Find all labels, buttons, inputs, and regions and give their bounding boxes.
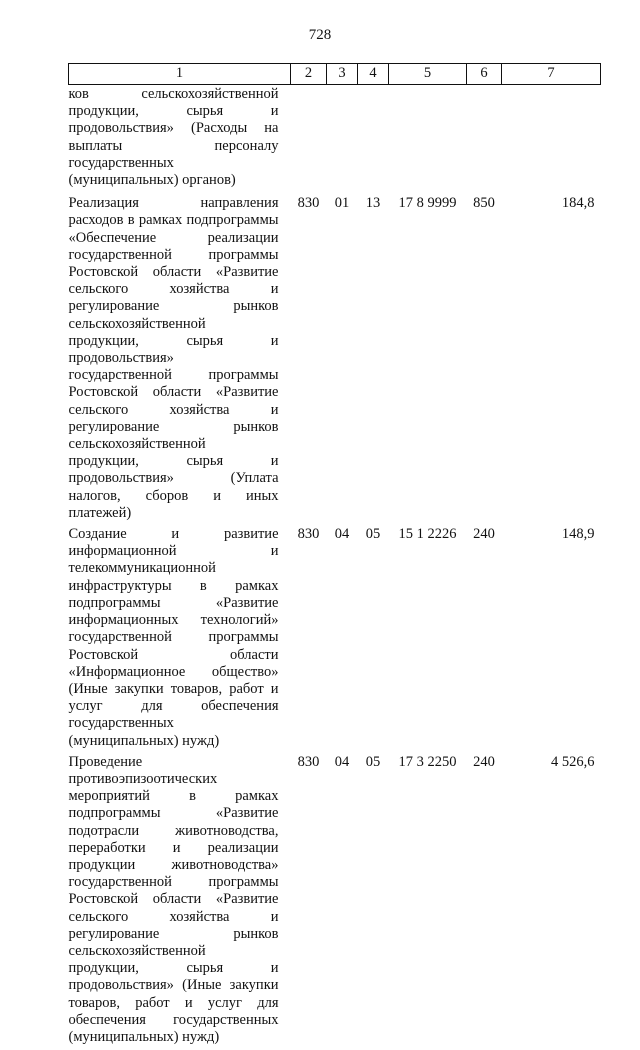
table-row (69, 195, 601, 526)
row-code-3 (327, 85, 358, 196)
table-row (69, 526, 601, 754)
row-code-6: 240 (473, 753, 495, 770)
row-code-2 (291, 85, 327, 196)
table-header-row (69, 64, 601, 85)
row-code-3: 04 (334, 526, 350, 543)
row-code-4: 05 (365, 526, 381, 543)
row-code-3: 04 (334, 753, 350, 770)
table-row (69, 85, 601, 196)
row-code-2: 830 (297, 195, 320, 212)
row-code-6 (467, 85, 502, 196)
column-header-5: 5 (389, 64, 467, 85)
row-code-3: 01 (334, 195, 350, 212)
row-code-4: 13 (365, 195, 381, 212)
table-row (69, 754, 601, 1050)
row-description: Создание и развитие информационной и телекоммуникационной инфраструктуры в рамках подпрограммы «Развитие информационных технологий» государственной программы Ростовской области «Информационное общество» (Иные закупки товаров, работ и услуг для обеспечения государственных (муниципальных) нужд) (68, 526, 279, 749)
column-header-6: 6 (467, 64, 502, 85)
row-description: Проведение противоэпизоотических мероприятий в рамках подпрограммы «Развитие подотрасли животноводства, переработки и реализации продукции животноводства» государственной программы Ростовской области «Развитие сельского хозяйства и регулирование рынков сельскохозяйственной продукции, сырья и продовольствия» (Иные закупки товаров, работ и услуг для обеспечения государственных (муниципальных) нужд) (68, 753, 279, 1045)
row-code-5: 17 3 2250 (398, 753, 457, 770)
row-code-5: 15 1 2226 (398, 526, 457, 543)
row-code-5: 17 8 9999 (398, 195, 457, 212)
column-header-3: 3 (327, 64, 358, 85)
row-amount: 4 526,6 (551, 753, 595, 770)
row-amount (502, 85, 601, 196)
row-description: ков сельскохозяйственной продукции, сырья и продовольствия» (Расходы на выплаты персоналу государственных (муниципальных) органов) (68, 86, 279, 189)
column-header-4: 4 (358, 64, 389, 85)
row-code-6: 850 (473, 195, 495, 212)
row-code-4: 05 (365, 753, 381, 770)
column-header-1: 1 (69, 64, 291, 85)
row-code-2: 830 (297, 753, 320, 770)
row-code-2: 830 (297, 526, 320, 543)
row-description: Реализация направления расходов в рамках подпрограммы «Обеспечение реализации государственной программы Ростовской области «Развитие сельского хозяйства и регулирование рынков сельскохозяйственной продукции, сырья и продовольствия» государственной программы Ростовской области «Развитие сельского хозяйства и регулирование рынков сельскохозяйственной продукции, сырья и продовольствия» (Уплата налогов, сборов и иных платежей) (68, 195, 279, 521)
column-header-2: 2 (291, 64, 327, 85)
budget-table (68, 63, 601, 1050)
row-amount: 148,9 (561, 526, 595, 543)
row-code-6: 240 (473, 526, 495, 543)
row-amount: 184,8 (561, 195, 595, 212)
column-header-7: 7 (502, 64, 601, 85)
row-code-4 (358, 85, 389, 196)
row-code-5 (389, 85, 467, 196)
page-number: 728 (308, 27, 332, 43)
